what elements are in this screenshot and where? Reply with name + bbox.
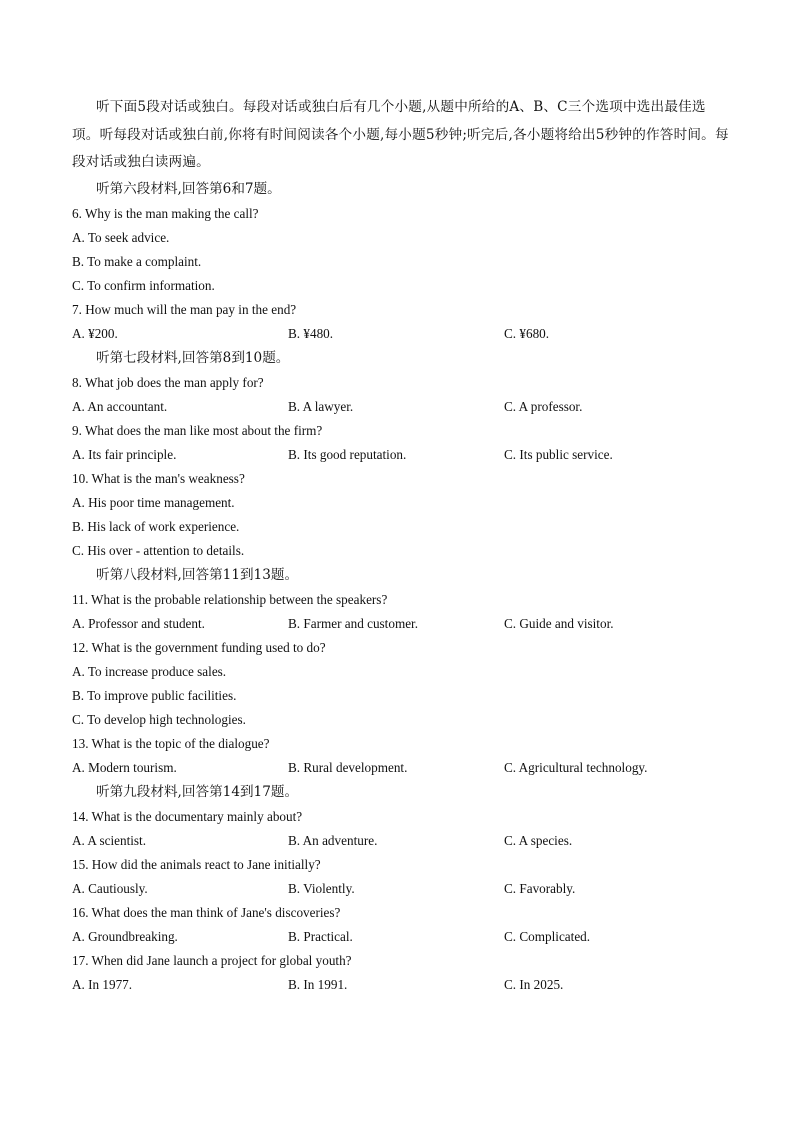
option-line xyxy=(72,274,732,298)
answer-option: C. A species. xyxy=(504,832,573,848)
section-heading: 听第七段材料,回答第8到10题。 xyxy=(96,349,290,366)
option-line xyxy=(72,684,732,708)
question-text: 8. What job does the man apply for? xyxy=(72,374,264,390)
answer-option: C. To develop high technologies. xyxy=(72,711,246,727)
section-block xyxy=(72,346,732,563)
option-line xyxy=(72,708,732,732)
section-block xyxy=(72,563,732,780)
option-line xyxy=(72,515,732,539)
question-text: 9. What does the man like most about the firm? xyxy=(72,422,323,438)
answer-option: B. In 1991. xyxy=(288,976,348,992)
option-row xyxy=(72,756,732,780)
answer-option: B. To make a complaint. xyxy=(72,253,202,269)
answer-option: A. ¥200. xyxy=(72,325,118,341)
answer-option: B. Rural development. xyxy=(288,759,408,775)
option-line xyxy=(72,226,732,250)
answer-option: A. Its fair principle. xyxy=(72,446,177,462)
section-block xyxy=(72,177,732,346)
answer-option: A. Cautiously. xyxy=(72,880,148,896)
section-heading: 听第九段材料,回答第14到17题。 xyxy=(96,783,299,800)
answer-option: C. Its public service. xyxy=(504,446,613,462)
question-text: 12. What is the government funding used to do? xyxy=(72,639,326,655)
option-row xyxy=(72,612,732,636)
answer-option: A. A scientist. xyxy=(72,832,146,848)
answer-option: B. Practical. xyxy=(288,928,353,944)
option-row xyxy=(72,322,732,346)
answer-option: B. A lawyer. xyxy=(288,398,354,414)
answer-option: B. To improve public facilities. xyxy=(72,687,237,703)
answer-option: C. His over - attention to details. xyxy=(72,542,245,558)
question-text: 7. How much will the man pay in the end? xyxy=(72,301,297,317)
question-text: 16. What does the man think of Jane's discoveries? xyxy=(72,904,341,920)
answer-option: C. To confirm information. xyxy=(72,277,215,293)
answer-option: A. Professor and student. xyxy=(72,615,205,631)
answer-option: B. Farmer and customer. xyxy=(288,615,419,631)
option-line xyxy=(72,250,732,274)
option-line xyxy=(72,539,732,563)
option-row xyxy=(72,829,732,853)
answer-option: A. Groundbreaking. xyxy=(72,928,178,944)
answer-option: B. ¥480. xyxy=(288,325,334,341)
question-sections xyxy=(72,177,732,997)
answer-option: C. In 2025. xyxy=(504,976,564,992)
option-line xyxy=(72,660,732,684)
answer-option: A. To increase produce sales. xyxy=(72,663,227,679)
answer-option: C. ¥680. xyxy=(504,325,550,341)
answer-option: C. Agricultural technology. xyxy=(504,759,648,775)
question-text: 10. What is the man's weakness? xyxy=(72,470,245,486)
question-text: 15. How did the animals react to Jane initially? xyxy=(72,856,321,872)
question-text: 17. When did Jane launch a project for global youth? xyxy=(72,952,352,968)
option-row xyxy=(72,973,732,997)
answer-option: B. His lack of work experience. xyxy=(72,518,240,534)
listening-instructions: 听下面5段对话或独白。每段对话或独白后有几个小题,从题中所给的A、B、C三个选项中选出最佳选项。听每段对话或独白前,你将有时间阅读各个小题,每小题5秒钟;听完后,各小题将给出5秒钟的作答时间。每段对话或独白读两遍。 xyxy=(72,99,729,170)
answer-option: C. A professor. xyxy=(504,398,583,414)
question-text: 14. What is the documentary mainly about? xyxy=(72,808,303,824)
answer-option: C. Guide and visitor. xyxy=(504,615,614,631)
answer-option: A. Modern tourism. xyxy=(72,759,177,775)
option-row xyxy=(72,877,732,901)
answer-option: A. His poor time management. xyxy=(72,494,235,510)
section-block xyxy=(72,780,732,997)
question-text: 6. Why is the man making the call? xyxy=(72,205,259,221)
answer-option: B. Its good reputation. xyxy=(288,446,407,462)
question-text: 11. What is the probable relationship between the speakers? xyxy=(72,591,388,607)
answer-option: A. An accountant. xyxy=(72,398,168,414)
question-text: 13. What is the topic of the dialogue? xyxy=(72,735,270,751)
option-row xyxy=(72,443,732,467)
answer-option: C. Complicated. xyxy=(504,928,591,944)
option-row xyxy=(72,925,732,949)
answer-option: C. Favorably. xyxy=(504,880,576,896)
section-heading: 听第六段材料,回答第6和7题。 xyxy=(96,180,281,197)
option-row xyxy=(72,395,732,419)
option-line xyxy=(72,491,732,515)
section-heading: 听第八段材料,回答第11到13题。 xyxy=(96,566,299,583)
answer-option: A. To seek advice. xyxy=(72,229,170,245)
answer-option: B. Violently. xyxy=(288,880,355,896)
answer-option: B. An adventure. xyxy=(288,832,378,848)
exam-page xyxy=(72,94,732,997)
answer-option: A. In 1977. xyxy=(72,976,133,992)
